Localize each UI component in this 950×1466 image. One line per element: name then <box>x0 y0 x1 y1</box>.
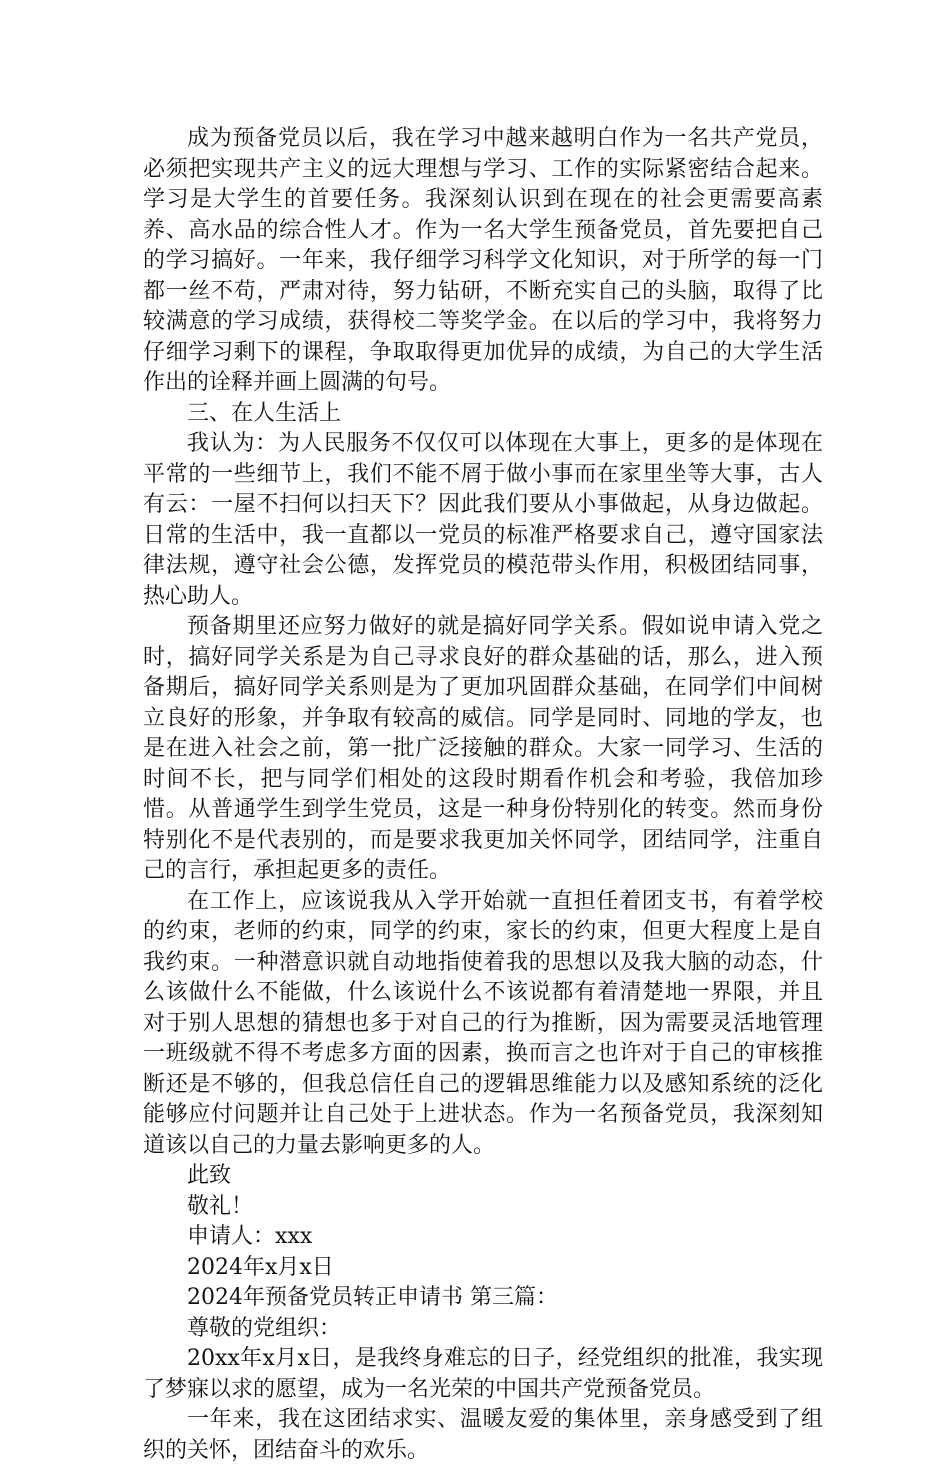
signature-date: 2024年x月x日 <box>187 1254 334 1280</box>
paragraph-work: 在工作上，应该说我从入学开始就一直担任着团支书，有着学校的约束，老师的约束，同学的约束，家长的约束，但更大程度上是自我约束。一种潜意识就自动地指使着我的思想以及我大脑的动态，什么该做什么不能做，什么该说什么不该说都有着清楚地一界限，并且对于别人思想的猜想也多于对自己的行为推断，因为需要灵活地管理一班级就不得不考虑多方面的因素，换而言之也许对于自己的审核推断还是不够的，但我总信任自己的逻辑思维能力以及感知系统的泛化能够应付问题并让自己处于上进状态。作为一名预备党员，我深刻知道该以自己的力量去影响更多的人。 <box>143 888 823 1158</box>
paragraph-classmates: 预备期里还应努力做好的就是搞好同学关系。假如说申请入党之时，搞好同学关系是为自己寻求良好的群众基础的话，那么，进入预备期后，搞好同学关系则是为了更加巩固群众基础，在同学们中间树立良好的形象，并争取有较高的威信。同学是同时、同地的学友，也是在进入社会之前，第一批广泛接触的群众。大家一同学习、生活的时间不长，把与同学们相处的这段时期看作机会和考验，我倍加珍惜。从普通学生到学生党员，这是一种身份特别化的转变。然而身份特别化不是代表别的，而是要求我更加关怀同学，团结同学，注重自己的言行，承担起更多的责任。 <box>143 614 823 883</box>
greeting: 尊敬的党组织： <box>187 1315 342 1341</box>
section-heading-life: 三、在人生活上 <box>187 400 342 426</box>
paragraph-study: 成为预备党员以后，我在学习中越来越明白作为一名共产党员，必须把实现共产主义的远大理想与学习、工作的实际紧密结合起来。学习是大学生的首要任务。我深刻认识到在现在的社会更需要高素养、高水品的综合性人才。作为一名大学生预备党员，首先要把自己的学习搞好。一年来，我仔细学习科学文化知识，对于所学的每一门都一丝不苟，严肃对待，努力钻研，不断充实自己的头脑，取得了比较满意的学习成绩，获得校二等奖学金。在以后的学习中，我将努力仔细学习剩下的课程，争取取得更加优异的成绩，为自己的大学生活作出的诠释并画上圆满的句号。 <box>143 126 823 395</box>
paragraph-one-year: 一年来，我在这团结求实、温暖友爱的集体里，亲身感受到了组织的关怀，团结奋斗的欢乐。 <box>143 1407 823 1463</box>
document-body <box>143 124 823 1466</box>
paragraph-admission-date: 20xx年x月x日，是我终身难忘的日子，经党组织的批准，我实现了梦寐以求的愿望，成为一名光荣的中国共产党预备党员。 <box>143 1346 823 1402</box>
third-article-title: 2024年预备党员转正申请书 第三篇： <box>187 1285 558 1310</box>
closing-salutation: 此致 <box>187 1163 232 1188</box>
closing-regards: 敬礼！ <box>187 1193 254 1219</box>
paragraph-serve-people: 我认为：为人民服务不仅仅可以体现在大事上，更多的是体现在平常的一些细节上，我们不能不屑于做小事而在家里坐等大事，古人有云：一屋不扫何以扫天下？因此我们要从小事做起，从身边做起。日常的生活中，我一直都以一党员的标准严格要求自己，遵守国家法律法规，遵守社会公德，发挥党员的模范带头作用，积极团结同事，热心助人。 <box>143 431 823 609</box>
applicant-signature: 申请人：xxx <box>187 1224 313 1249</box>
